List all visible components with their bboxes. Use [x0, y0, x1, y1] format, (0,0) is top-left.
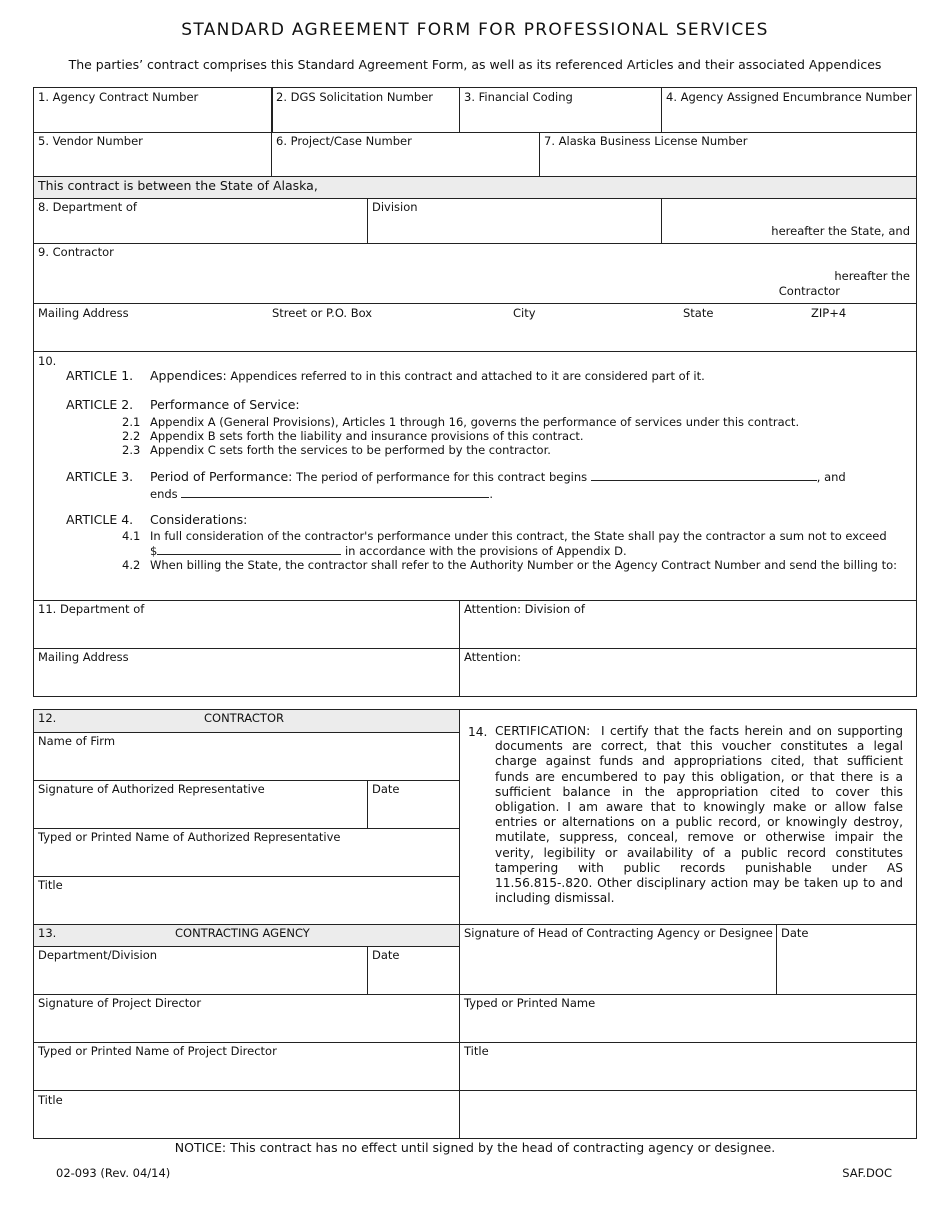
article-1-label: ARTICLE 1. [66, 368, 134, 383]
article-3-period: . [489, 487, 493, 501]
financial-coding-field[interactable]: 3. Financial Coding [464, 90, 573, 104]
contractor-date-field[interactable]: Date [372, 782, 400, 796]
article-1-body [150, 368, 705, 383]
dgs-solicitation-number-field[interactable]: 2. DGS Solicitation Number [276, 90, 434, 104]
article-3-ends-line [150, 486, 493, 501]
agency-section-number: 13. [38, 926, 57, 940]
project-director-signature-field[interactable]: Signature of Project Director [38, 996, 202, 1010]
contractor-field[interactable]: 9. Contractor [38, 245, 114, 259]
project-case-number-field[interactable]: 6. Project/Case Number [276, 134, 412, 148]
dollar-sign: $ [150, 544, 158, 558]
article-4-1-amount-line [150, 543, 627, 558]
mailing-address-field[interactable]: Mailing Address [38, 306, 129, 320]
project-director-title-field[interactable]: Title [38, 1093, 63, 1107]
article-4-2-num: 4.2 [122, 558, 141, 572]
amount-blank[interactable] [157, 543, 341, 555]
business-license-number-field[interactable]: 7. Alaska Business License Number [544, 134, 748, 148]
start-date-blank[interactable] [591, 469, 817, 481]
contractor-section-number: 12. [38, 711, 57, 725]
article-3-and: , and [816, 470, 846, 484]
article-2-2-num: 2.2 [122, 429, 141, 443]
article-2-3-text: Appendix C sets forth the services to be performed by the contractor. [150, 443, 551, 457]
agency-date-field[interactable]: Date [372, 948, 400, 962]
articles-number: 10. [38, 354, 57, 368]
billing-attention-division-field[interactable]: Attention: Division of [464, 602, 585, 616]
firm-name-field[interactable]: Name of Firm [38, 734, 116, 748]
project-director-printed-name-field[interactable]: Typed or Printed Name of Project Director [38, 1044, 277, 1058]
article-3-text: The period of performance for this contract begins [296, 470, 588, 484]
article-4-1-text: In full consideration of the contractor's performance under this contract, the State shall pay the contractor a sum not to exceed [150, 529, 887, 543]
article-2-label: ARTICLE 2. [66, 397, 134, 412]
form-subtitle: The parties’ contract comprises this Standard Agreement Form, as well as its referenced Articles and their associated Appendices [68, 57, 882, 72]
division-field[interactable]: Division [372, 200, 418, 214]
certification-label: CERTIFICATION: [495, 724, 591, 738]
form-number: 02-093 (Rev. 04/14) [56, 1166, 171, 1180]
street-label: Street or P.O. Box [272, 306, 373, 320]
article-4-title: Considerations: [150, 512, 248, 527]
contractor-heading: CONTRACTOR [204, 711, 284, 725]
city-label: City [513, 306, 536, 320]
contractor-signature-field[interactable]: Signature of Authorized Representative [38, 782, 265, 796]
contract-between-text: This contract is between the State of Alaska, [38, 178, 318, 193]
end-date-blank[interactable] [181, 486, 489, 498]
department-division-field[interactable]: Department/Division [38, 948, 158, 962]
article-3-title: Period of Performance: [150, 469, 293, 484]
contractor-printed-name-field[interactable]: Typed or Printed Name of Authorized Representative [38, 830, 341, 844]
article-2-1-num: 2.1 [122, 415, 141, 429]
billing-attention-field[interactable]: Attention: [464, 650, 521, 664]
hereafter-contractor-text: hereafter the [834, 269, 910, 283]
agency-head-signature-field[interactable]: Signature of Head of Contracting Agency or Designee [464, 926, 773, 940]
article-4-2-text: When billing the State, the contractor shall refer to the Authority Number or the Agency Contract Number and send the billing to: [150, 558, 898, 572]
article-3-body [150, 469, 846, 484]
encumbrance-number-field[interactable]: 4. Agency Assigned Encumbrance Number [666, 90, 912, 104]
article-1-text: Appendices referred to in this contract and attached to it are considered part of it. [230, 369, 705, 383]
state-label: State [683, 306, 714, 320]
hereafter-contractor-text-2: Contractor [778, 284, 840, 298]
article-2-2-text: Appendix B sets forth the liability and insurance provisions of this contract. [150, 429, 584, 443]
contractor-title-field[interactable]: Title [38, 878, 63, 892]
article-4-1-num: 4.1 [122, 529, 141, 543]
certification-number: 14. [468, 725, 488, 739]
vendor-number-field[interactable]: 5. Vendor Number [38, 134, 143, 148]
article-3-label: ARTICLE 3. [66, 469, 134, 484]
article-2-title: Performance of Service: [150, 397, 300, 412]
article-2-1-text: Appendix A (General Provisions), Articles 1 through 16, governs the performance of services under this contract. [150, 415, 800, 429]
hereafter-state-text: hereafter the State, and [771, 224, 910, 238]
billing-department-field[interactable]: 11. Department of [38, 602, 145, 616]
agency-head-date-field[interactable]: Date [781, 926, 809, 940]
agency-head-printed-name-field[interactable]: Typed or Printed Name [464, 996, 596, 1010]
article-2-3-num: 2.3 [122, 443, 141, 457]
article-4-1-text-b: in accordance with the provisions of Appendix D. [344, 544, 627, 558]
doc-name: SAF.DOC [842, 1166, 892, 1180]
department-field[interactable]: 8. Department of [38, 200, 137, 214]
agency-head-title-field[interactable]: Title [464, 1044, 489, 1058]
agency-contract-number-field[interactable]: 1. Agency Contract Number [38, 90, 199, 104]
agency-heading: CONTRACTING AGENCY [175, 926, 310, 940]
billing-mailing-address-field[interactable]: Mailing Address [38, 650, 129, 664]
form-title: STANDARD AGREEMENT FORM FOR PROFESSIONAL SERVICES [181, 20, 769, 40]
notice-text: NOTICE: This contract has no effect until signed by the head of contracting agency or designee. [174, 1140, 776, 1155]
zip-label: ZIP+4 [811, 306, 847, 320]
article-1-title: Appendices: [150, 368, 227, 383]
certification-text: I certify that the facts herein and on supporting documents are correct, that this voucher constitutes a legal charge against funds and appropriations cited, that sufficient funds are encumbered to pay this obligation, or that there is a sufficient balance in the appropriation cited to cover this obligation. I am aware that to knowingly make or allow false entries or alternations on a public record, or knowingly destroy, mutilate, suppress, conceal, remove or otherwise impair the verity, legibility or availability of a public record constitutes tampering with public records punishable under AS 11.56.815-.820. Other disciplinary action may be taken up to and including dismissal. [495, 724, 903, 906]
certification-block [495, 724, 903, 906]
article-4-label: ARTICLE 4. [66, 512, 134, 527]
article-3-ends: ends [150, 487, 178, 501]
